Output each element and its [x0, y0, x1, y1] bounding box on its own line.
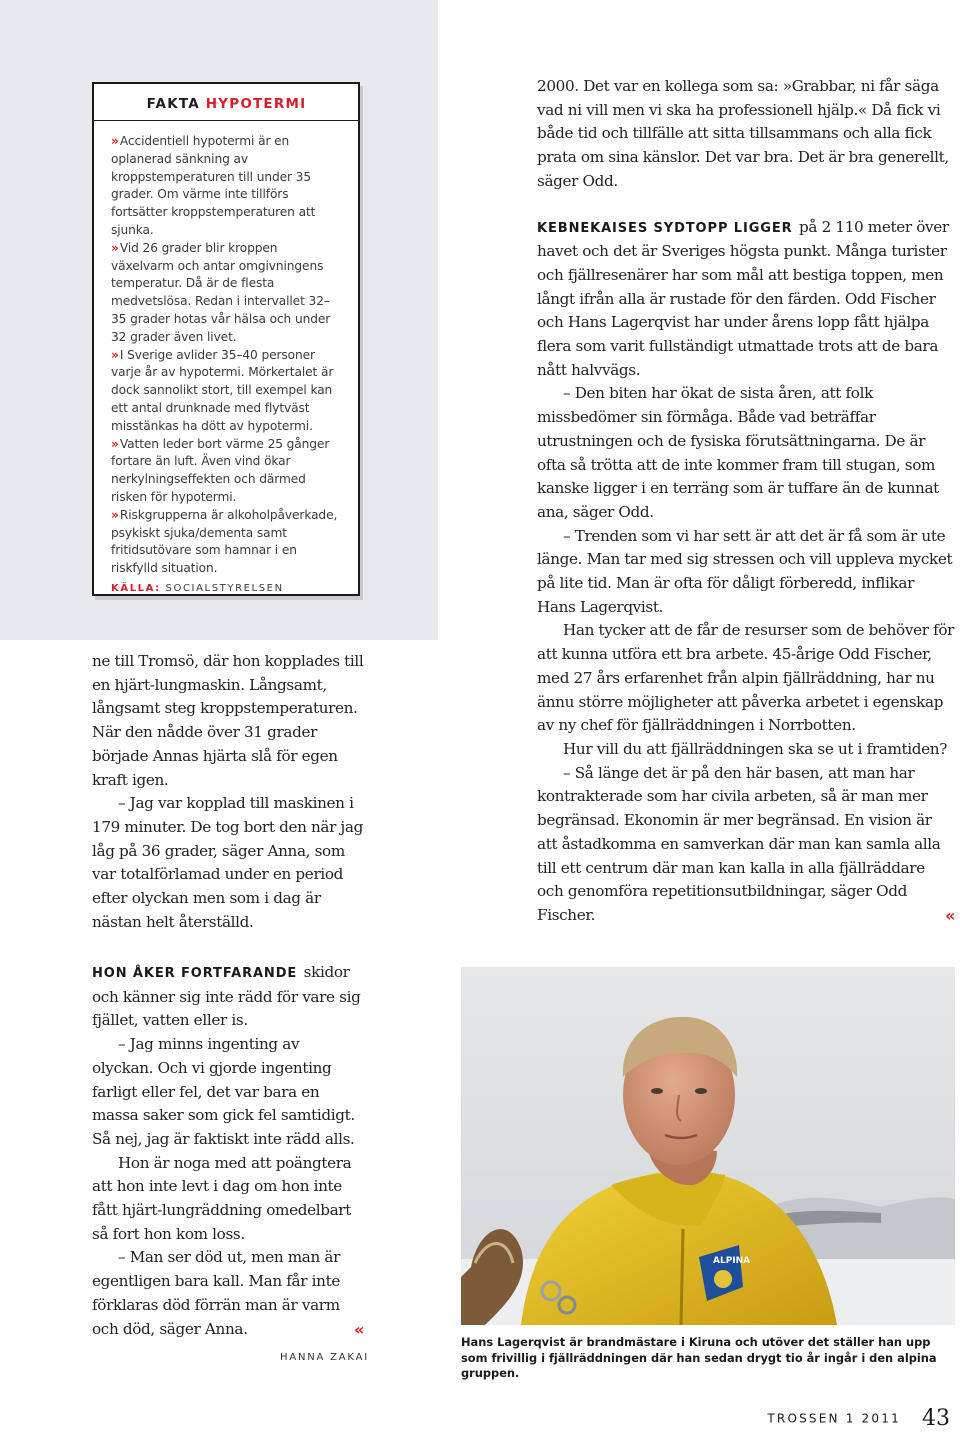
byline: HANNA ZAKAI — [280, 1352, 370, 1363]
body-paragraph: – Den biten har ökat de sista åren, att folk missbedömer sin förmåga. Både vad beträffar utrustningen och de fysiska förutsättningarna. De är ofta så trötta att de inte kommer fram till stugan, som kanske ligger i en terräng som är tuffare än de kunnat ana, säger Odd. — [537, 384, 939, 521]
portrait-photo — [461, 967, 955, 1325]
fact-item — [111, 507, 342, 578]
patch-label: ALPINA — [713, 1256, 751, 1266]
body-paragraph — [92, 961, 364, 1033]
chevron-right-icon: » — [111, 436, 117, 451]
end-mark-icon: « — [354, 1319, 364, 1339]
section-lead-in: HON ÅKER FORTFARANDE — [92, 966, 298, 981]
body-paragraph: – Jag var kopplad till maskinen i 179 minuter. De tog bort den när jag låg på 36 grader, säger Anna, som var totalförlamad under en period efter olyckan men som i dag är nästan helt återställd. — [92, 794, 363, 931]
chevron-right-icon: » — [111, 507, 117, 522]
fact-title-prefix: FAKTA — [146, 96, 200, 112]
fact-item-text: Vid 26 grader blir kroppen växelvarm och antar omgivningens temperatur. Då är de flesta medvetslösa. Redan i intervallet 32–35 grader hotas vår hälsa och under 32 grader även livet. — [111, 240, 331, 344]
fact-item-text: Riskgrupperna är alkoholpåverkade, psykiskt sjuka/dementa samt fritidsutövare som hamnar i en riskfylld situation. — [111, 507, 338, 576]
body-paragraph — [537, 216, 955, 383]
chevron-right-icon: » — [111, 134, 117, 148]
closing-text: – Man ser död ut, men man är egentligen bara kall. Man får inte förklaras död förrän man är varm och död, säger Anna. — [92, 1248, 341, 1338]
fact-box-title — [111, 96, 342, 112]
fact-box — [92, 82, 360, 596]
fact-item — [111, 133, 342, 240]
end-mark-icon: « — [945, 905, 955, 925]
fact-item-text: Accidentiell hypotermi är en oplanerad sänkning av kroppstemperaturen till under 35 grader. Om värme inte tillförs fortsätter kroppstemperaturen att sjunka. — [111, 134, 316, 237]
interview-question: Hur vill du att fjällräddningen ska se ut i framtiden? — [563, 739, 948, 758]
page-number: 43 — [922, 1406, 950, 1431]
magazine-issue: TROSSEN 1 2011 — [767, 1411, 901, 1426]
source-label: KÄLLA: — [111, 582, 161, 594]
fact-item — [111, 436, 342, 507]
paragraph-spacer — [537, 194, 955, 216]
portrait-illustration — [461, 967, 955, 1325]
left-column-top — [92, 650, 364, 934]
lead-text: på 2 110 meter över havet och det är Sveriges högsta punkt. Många turister och fjällresenärer har som mål att bestiga toppen, men långt ifrån alla är rustade för den färden. Odd Fischer och Hans Lagerqvist har under årens lopp fått hjälpa flera som varit fullständigt utmattade trots att de bara nått halvvägs. — [537, 217, 949, 379]
left-column-bottom — [92, 961, 364, 1341]
closing-text: – Så länge det är på den här basen, att man har kontrakterade som har civila arbeten, så är man mer begränsad. Ekonomin är mer begränsad. En vision är att åstadkomma en samverkan där man kan samla alla till ett centrum där man kan kalla in alla fjällräddare och genomföra repetitionsutbildningar, säger Odd Fischer. — [537, 763, 941, 924]
chevron-right-icon: » — [111, 240, 117, 255]
fact-item — [111, 240, 342, 347]
page-footer — [767, 1406, 950, 1431]
right-column — [537, 75, 955, 928]
fact-source — [111, 583, 342, 594]
body-paragraph: Hon är noga med att poängtera att hon inte levt i dag om hon inte fått hjärt-lungräddning omedelbart så fort hon kom loss. — [92, 1153, 352, 1243]
body-paragraph: – Trenden som vi har sett är att det är få som är ute länge. Man tar med sig stressen och vill uppleva mycket på lite tid. Man är ofta för dåligt förberedd, inflikar Hans Lagerqvist. — [537, 526, 953, 616]
lead-text: skidor och känner sig inte rädd för vare sig fjället, vatten eller is. — [92, 963, 361, 1030]
body-paragraph — [92, 1246, 364, 1341]
source-text: SOCIALSTYRELSEN — [165, 582, 284, 594]
section-lead-in: KEBNEKAISES SYDTOPP LIGGER — [537, 220, 793, 236]
chevron-right-icon: » — [111, 347, 117, 362]
fact-item-text: Vatten leder bort värme 25 gånger fortare än luft. Även vind ökar nerkylningseffekten och därmed risken för hypotermi. — [111, 436, 330, 504]
fact-title-highlight: HYPOTERMI — [205, 96, 307, 112]
fact-box-rule — [94, 120, 358, 121]
fact-item — [111, 347, 342, 436]
body-paragraph: – Jag minns ingenting av olyckan. Och vi gjorde ingenting farligt eller fel, det var bara en massa saker som gick fel samtidigt. Så nej, jag är faktiskt inte rädd alls. — [92, 1035, 355, 1148]
body-paragraph: Han tycker att de får de resurser som de behöver för att kunna utföra ett bra arbete. 45-årige Odd Fischer, med 27 års erfarenhet från alpin fjällräddning, har nu ännu större möjligheter att påverka arbetet i egenskap av ny chef för fjällräddningen i Norrbotten. — [537, 621, 955, 735]
photo-caption: Hans Lagerqvist är brandmästare i Kiruna och utöver det ställer han upp som frivillig i fjällräddningen där han sedan drygt tio år ingår i den alpina gruppen. — [461, 1335, 937, 1380]
body-paragraph: ne till Tromsö, där hon kopplades till en hjärt-lungmaskin. Långsamt, långsamt steg kroppstemperaturen. När den nådde över 31 grader började Annas hjärta slå för egen kraft igen. — [92, 652, 364, 789]
fact-item-text: I Sverige avlider 35–40 personer varje år av hypotermi. Mörkertalet är dock sannolikt stort, till exempel kan ett antal drunknade med flytväst misstänkas ha dött av hypotermi. — [111, 347, 334, 433]
body-paragraph: 2000. Det var en kollega som sa: »Grabbar, ni får säga vad ni vill men vi ska ha professionell hjälp.« Då fick vi både tid och tillfälle att sitta tillsammans och alla fick prata om sina känslor. Det var bra. Det är bra generellt, säger Odd. — [537, 77, 949, 190]
fact-list — [111, 133, 342, 578]
body-paragraph — [537, 762, 955, 928]
